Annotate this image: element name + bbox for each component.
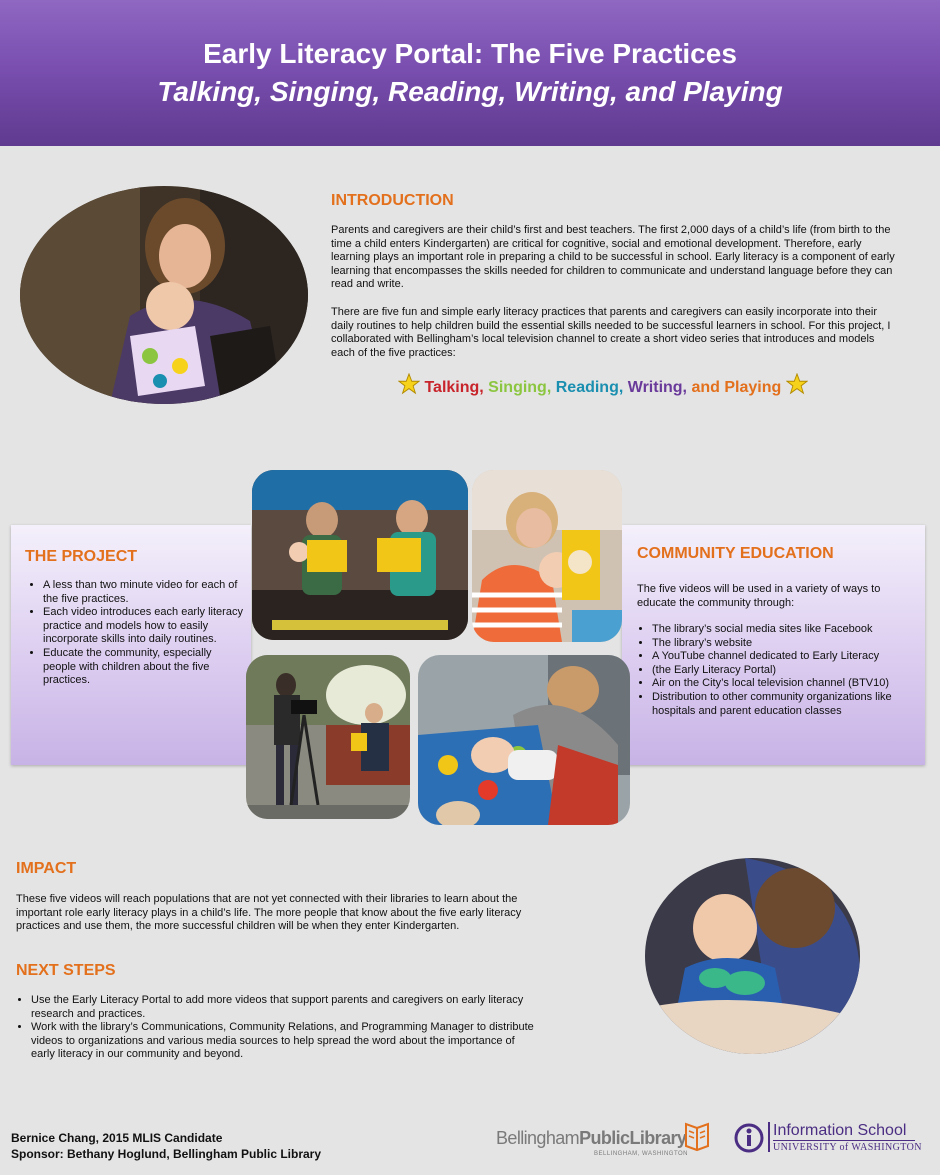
practice-playing: and Playing <box>691 379 782 396</box>
poster-subtitle: Talking, Singing, Reading, Writing, and Playing <box>157 76 783 107</box>
community-list <box>636 623 920 718</box>
list-item: • Educate the community, especially people with children about the five practices. <box>43 647 245 688</box>
collage-photo-mom-and-baby <box>472 470 622 642</box>
bellingham-library-logo <box>496 1122 716 1162</box>
logo-school-university: UNIVERSITY of WASHINGTON <box>773 1142 922 1153</box>
list-item: • A YouTube channel dedicated to Early Literacy <box>652 650 920 664</box>
list-item: • Distribution to other community organizations like hospitals and parent education classes <box>652 691 920 718</box>
logo-divider <box>768 1122 770 1152</box>
author-credit: Bernice Chang, 2015 MLIS Candidate <box>11 1131 223 1145</box>
next-steps-heading: NEXT STEPS <box>16 962 116 979</box>
introduction-paragraph-1: Parents and caregivers are their child’s first and best teachers. The first 2,000 days of a child’s life (from birth to the time a child enters Kindergarten) are critical for cognitive, social and emotional development. Therefore, early learning plays an important role in preparing a child to be successful in school. Early literacy is a component of early learning that encompasses the skills needed for children to communicate and understand language before they can read and write. <box>331 224 895 291</box>
list-item: • Air on the City’s local television channel (BTV10) <box>652 677 920 691</box>
collage-photo-video-shoot <box>246 655 410 819</box>
logo-library-subtitle: BELLINGHAM, WASHINGTON <box>594 1151 689 1157</box>
five-practices-line <box>398 373 818 397</box>
impact-photo-baby-with-toy <box>645 858 860 1054</box>
logo-library-part-b: PublicLibrary <box>579 1128 687 1148</box>
collage-photo-baby-playing <box>418 655 630 825</box>
intro-photo-mother-reading <box>20 186 308 404</box>
practice-singing: Singing, <box>488 379 552 396</box>
open-book-icon <box>684 1122 710 1152</box>
ischool-i-icon <box>733 1122 765 1154</box>
poster-title: Early Literacy Portal: The Five Practices <box>203 38 737 69</box>
poster-header <box>0 0 940 146</box>
community-intro: The five videos will be used in a variety of ways to educate the community through: <box>637 583 881 609</box>
community-heading: COMMUNITY EDUCATION <box>637 545 834 562</box>
sponsor-credit: Sponsor: Bethany Hoglund, Bellingham Public Library <box>11 1147 322 1161</box>
star-icon <box>786 373 808 395</box>
uw-ischool-logo <box>733 1120 923 1160</box>
list-item: • (the Early Literacy Portal) <box>652 664 920 678</box>
list-item: • The library’s social media sites like Facebook <box>652 623 920 637</box>
logo-underline <box>773 1140 915 1141</box>
star-icon <box>398 373 420 395</box>
practice-writing: Writing, <box>627 379 687 396</box>
practice-reading: Reading, <box>555 379 624 396</box>
logo-library-part-a: Bellingham <box>496 1128 580 1148</box>
list-item: • A less than two minute video for each of the five practices. <box>43 579 245 606</box>
impact-heading: IMPACT <box>16 860 77 877</box>
list-item: • The library’s website <box>652 637 920 651</box>
list-item: • Work with the library’s Communications, Community Relations, and Programming Manager to distribute videos to organizations and various media sources to help spread the word about the importance of early literacy in our community and beyond. <box>31 1021 537 1062</box>
impact-text: These five videos will reach populations that are not yet connected with their libraries to learn about the important role early literacy plays in a child’s life. The more people that know about the five early literacy practices and use them, the more successful children will be when they enter Kindergarten. <box>16 893 522 933</box>
introduction-heading: INTRODUCTION <box>331 192 454 209</box>
logo-school-name: Information School <box>773 1122 907 1139</box>
introduction-paragraph-2: There are five fun and simple early literacy practices that parents and caregivers can easily incorporate into their daily routines to help children build the essential skills needed to be successful learners in school. For this project, I collaborated with Bellingham’s local television channel to create a short video series that introduces and models each of the five practices: <box>331 306 891 359</box>
project-list <box>25 579 245 688</box>
project-heading: THE PROJECT <box>25 548 138 565</box>
next-steps-list <box>15 994 537 1062</box>
collage-photo-two-women-reading <box>252 470 468 640</box>
list-item: • Use the Early Literacy Portal to add more videos that support parents and caregivers on early literacy research and practices. <box>31 994 537 1021</box>
list-item: • Each video introduces each early literacy practice and models how to easily incorporate skills into daily routines. <box>43 606 245 647</box>
practice-talking: Talking, <box>424 379 484 396</box>
